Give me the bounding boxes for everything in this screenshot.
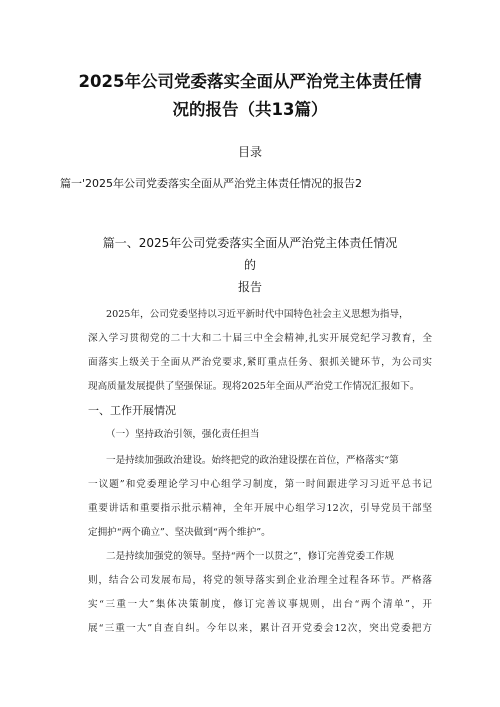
document-title	[60, 68, 440, 124]
paragraph-line: 实“三重一大”集体决策制度，修订完善议事规则，出台“两个清单”，开	[88, 599, 432, 610]
paragraph-line: 一议题”和党委理论学习中心组学习制度，第一时间跟进学习习近平总书记	[88, 479, 432, 490]
section-title-line-1: 篇一、2025年公司党委落实全面从严治党主体责任情况的	[102, 236, 398, 272]
intro-line: 深入学习贯彻党的二十大和二十届三中全会精神,扎实开展党纪学习教育，全	[88, 333, 432, 344]
section-title-line-2: 报告	[237, 280, 262, 294]
paragraph-line: 展“三重一大”自查自纠。今年以来，累计召开党委会12次，突出党委把方	[88, 623, 432, 634]
intro-line: 面落实上级关于全面从严治党要求,紧盯重点任务、狠抓关键环节，为公司实	[88, 357, 432, 368]
toc-heading: 目录	[237, 145, 262, 159]
paragraph-line: 重要讲话和重要指示批示精神，全年开展中心组学习12次，引导党员干部坚	[88, 503, 432, 514]
toc-entry[interactable]: 篇一'2025年公司党委落实全面从严治党主体责任情况的报告2	[60, 177, 363, 190]
intro-line: 2025年，公司党委坚持以习近平新时代中国特色社会主义思想为指导，	[106, 309, 409, 320]
heading-political-guidance: （一）坚持政治引领，强化责任担当	[106, 429, 260, 440]
document-title-line-1: 2025年公司党委落实全面从严治党主体责任情	[78, 72, 422, 91]
paragraph-line: 一是持续加强政治建设。始终把党的政治建设摆在首位，严格落实“第	[106, 455, 399, 466]
paragraph-line: 则，结合公司发展布局，将党的领导落实到企业治理全过程各环节。严格落	[88, 575, 432, 586]
paragraph-line: 定拥护“两个确立”、坚决做到“两个维护”。	[88, 527, 271, 538]
intro-line: 现高质量发展提供了坚强保证。现将2025年全面从严治党工作情况汇报如下。	[88, 381, 420, 392]
section-title	[100, 232, 400, 298]
heading-work-status: 一、工作开展情况	[88, 404, 176, 417]
document-title-line-2: 况的报告（共13篇）	[172, 100, 328, 119]
paragraph-line: 二是持续加强党的领导。坚持“两个一以贯之”，修订完善党委工作规	[106, 551, 395, 562]
